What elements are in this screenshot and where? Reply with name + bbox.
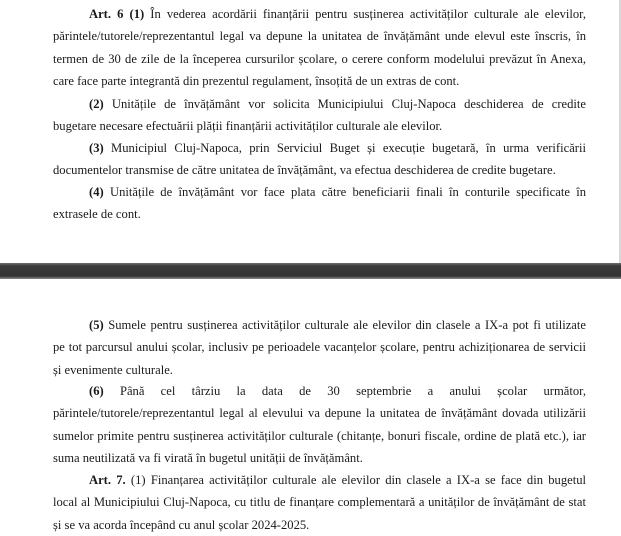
text-line bbox=[53, 181, 586, 203]
text-line: termen de 30 de zile de la începerea cursurilor școlare, o cerere conform modelului prevăzut în Anexa, bbox=[53, 51, 586, 66]
text-segment: Finanțarea activităților culturale ale elevilor din clasele a IX-a se face din bugetul bbox=[150, 473, 587, 487]
article-6-paragraph-2 bbox=[53, 93, 586, 138]
paragraph-number: (1) bbox=[130, 473, 146, 487]
document-page-bottom bbox=[0, 279, 621, 533]
article-label: Art. 6 bbox=[89, 7, 124, 21]
text-line: părintele/tutorele/reprezentantul legal va depune la unitatea de învățământ unde elevul este înscris, în bbox=[53, 29, 586, 44]
text-line: și evenimente culturale. bbox=[53, 362, 173, 377]
document-page-top bbox=[0, 0, 621, 263]
article-6-paragraph-1 bbox=[53, 3, 586, 93]
text-line: care face parte integrantă din prezentul regulament, însoțită de un extras de cont. bbox=[53, 74, 460, 89]
text-segment: Până cel târziu la data de 30 septembrie a anului școlar următor, bbox=[119, 384, 587, 398]
text-line bbox=[53, 137, 586, 159]
text-segment: Unitățile de învățământ vor face plata către beneficiarii finali în conturile specificate în bbox=[109, 185, 586, 199]
text-line: și se va acorda începând cu anul școlar 2024-2025. bbox=[53, 517, 310, 532]
text-line bbox=[53, 93, 586, 115]
text-line: suma neutilizată va fi virată în bugetul unității de învățământ. bbox=[53, 451, 363, 466]
paragraph-number: (6) bbox=[89, 384, 104, 398]
text-segment: Sumele pentru susținerea activităților culturale ale elevilor din clasele a IX-a pot fi utilizate bbox=[108, 318, 586, 332]
paragraph-number: (3) bbox=[89, 141, 104, 155]
text-line bbox=[53, 3, 586, 25]
article-6-paragraph-6 bbox=[53, 380, 586, 470]
text-line: documentelor transmise de către unitatea de învățământ, va efectua deschiderea de credite bugetare. bbox=[53, 163, 556, 178]
article-7-paragraph-1 bbox=[53, 469, 586, 536]
article-6-paragraph-4 bbox=[53, 181, 586, 226]
page-separator bbox=[0, 263, 621, 279]
paragraph-number: (1) bbox=[129, 7, 145, 21]
text-line bbox=[53, 469, 586, 491]
article-6-paragraph-3 bbox=[53, 137, 586, 182]
paragraph-number: (4) bbox=[89, 185, 104, 199]
text-segment: Municipiul Cluj-Napoca, prin Serviciul Buget și execuție bugetară, în urma verificării bbox=[111, 141, 586, 155]
article-label: Art. 7. bbox=[89, 473, 126, 487]
article-6-paragraph-5 bbox=[53, 314, 586, 381]
text-line bbox=[53, 314, 586, 336]
paragraph-number: (5) bbox=[89, 318, 104, 332]
text-line: pe tot parcursul anului școlar, inclusiv pe perioadele vacanțelor școlare, pentru achiziționarea de servicii bbox=[53, 340, 586, 355]
text-line: sumelor primite pentru susținerea activităților culturale (chitanțe, bonuri fiscale, ordine de plată etc.), iar bbox=[53, 428, 586, 443]
text-line bbox=[53, 380, 586, 402]
text-line: bugetare necesare efectuării plății finanțării activităților culturale ale elevilor. bbox=[53, 119, 443, 134]
text-segment: Unitățile de învățământ vor solicita Municipiului Cluj-Napoca deschiderea de credite bbox=[111, 97, 586, 111]
text-segment: În vederea acordării finanțării pentru susținerea activităților culturale ale elevilor, bbox=[150, 7, 587, 21]
text-line: părintele/tutorele/reprezentantul legal al elevului va depune la unitatea de învățământ dovada utilizării bbox=[53, 406, 586, 421]
paragraph-number: (2) bbox=[89, 97, 104, 111]
text-line: local al Municipiului Cluj-Napoca, cu titlu de finanțare complementară a unităților de învățământ de stat bbox=[53, 495, 586, 510]
text-line: extrasele de cont. bbox=[53, 207, 141, 222]
